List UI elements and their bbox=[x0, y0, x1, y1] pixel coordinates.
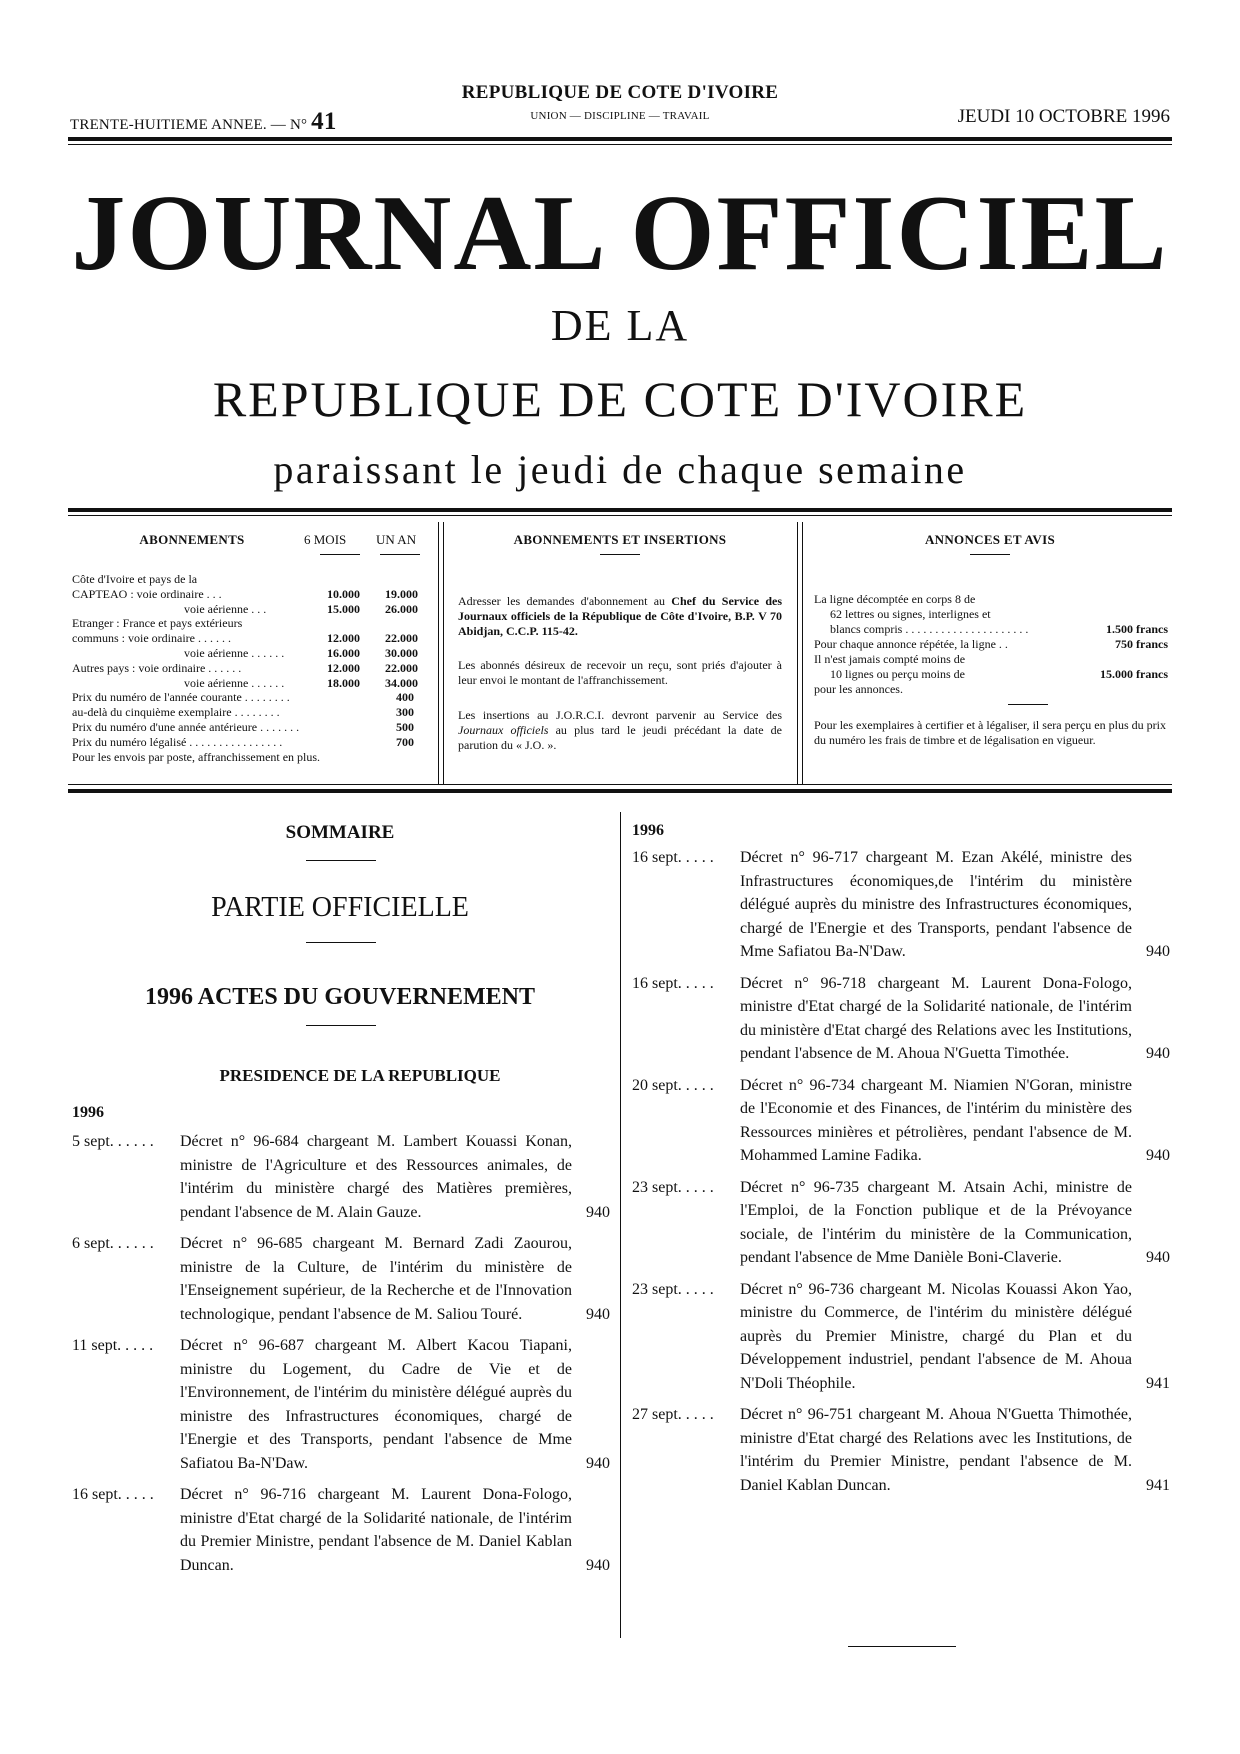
entry-text: Décret n° 96-717 chargeant M. Ezan Akélé, ministre des Infrastructures économiques,de l'intérim du ministère délégué auprès du ministre des Infrastructures économiques, chargé de l'Energie et des Transports, pendant l'absence de Mme Safiatou Ba-N'Daw. bbox=[740, 849, 1132, 960]
tarif-6mois: 12.000 bbox=[327, 631, 360, 646]
sommaire-entry bbox=[632, 1074, 1170, 1168]
tarif-row bbox=[72, 587, 432, 601]
insertions-recu: Les abonnés désireux de recevoir un reçu, sont priés d'ajouter à leur envoi le montant de l'affranchissement. bbox=[458, 658, 782, 687]
sommaire-entry bbox=[632, 1403, 1170, 1497]
issue-number: 41 bbox=[311, 108, 337, 135]
country-name: REPUBLIQUE DE COTE D'IVOIRE bbox=[461, 82, 779, 103]
abonnements-heading: ABONNEMENTS bbox=[139, 532, 245, 547]
issue-date: JEUDI 10 OCTOBRE 1996 bbox=[957, 106, 1170, 127]
journal-title: JOURNAL OFFICIEL bbox=[71, 174, 1169, 293]
annonces-line-4: Pour chaque annonce répétée, la ligne . . bbox=[814, 637, 1008, 651]
entry-date: 27 sept. . . . . bbox=[632, 1406, 714, 1423]
entry-text: Décret n° 96-736 chargeant M. Nicolas Kouassi Akon Yao, ministre du Commerce, de l'intérim du ministère délégué auprès du Premier Ministre, chargé du Plan et du Développement industriel, pendant l'absence de M. Ahoua N'Doli Théophile. bbox=[740, 1280, 1132, 1392]
entry-date: 16 sept. . . . . bbox=[632, 974, 714, 992]
entry-text: Décret n° 96-718 chargeant M. Laurent Dona-Fologo, ministre d'Etat chargé de la Solidarité nationale, de l'intérim du ministère d'Etat chargé des Relations avec les Institutions, pendant l'absence de M. Ahoua N'Guetta Timothée. bbox=[740, 974, 1132, 1062]
tarif-row bbox=[72, 690, 432, 704]
tarif-unan: 22.000 bbox=[385, 660, 418, 675]
tarif-label: Autres pays : voie ordinaire . . . . . . bbox=[72, 660, 242, 675]
entry-text: Décret n° 96-735 chargeant M. Atsain Achi, ministre de l'Emploi, de la Fonction publique et de la Prévoyance sociale, de l'intérim du ministère de la Communication, pendant l'absence de Mme Danièle Boni-Claverie. bbox=[740, 1178, 1132, 1266]
entry-page: 940 bbox=[1146, 1045, 1170, 1062]
entry-page: 940 bbox=[1146, 1249, 1170, 1266]
masthead-rule bbox=[68, 508, 1172, 512]
annonces-heading-rule bbox=[970, 554, 1010, 555]
header-rule-thin bbox=[68, 144, 1172, 145]
actes-gouvernement: 1996 ACTES DU GOUVERNEMENT bbox=[144, 984, 536, 1010]
entry-text: Décret n° 96-751 chargeant M. Ahoua N'Guetta Thimothée, ministre d'Etat chargé des Relations avec les Institutions, de l'intérim du Premier Ministre, pendant l'absence de M. Daniel Kablan Duncan. bbox=[740, 1406, 1132, 1494]
insertions-heading: ABONNEMENTS ET INSERTIONS bbox=[513, 532, 727, 547]
entry-text: Décret n° 96-716 chargeant M. Laurent Dona-Fologo, ministre d'Etat chargé de la Solidarité nationale, de l'intérim du Premier Ministre, pendant l'absence de M. Daniel Kablan Duncan. bbox=[180, 1486, 572, 1574]
tarif-row bbox=[72, 735, 432, 749]
sommaire-entry bbox=[632, 972, 1170, 1066]
tarif-label: voie aérienne . . . . . . bbox=[184, 646, 285, 660]
insertions-heading-rule bbox=[600, 554, 640, 555]
tarif-label: au-delà du cinquième exemplaire . . . . . . . . bbox=[72, 705, 280, 720]
tarif-label: Prix du numéro légalisé . . . . . . . . . . . . . . . . bbox=[72, 734, 283, 749]
abonnements-col-6mois: 6 MOIS bbox=[304, 532, 347, 547]
entry-page: 941 bbox=[1146, 1476, 1170, 1494]
tarif-row bbox=[72, 676, 432, 690]
insertions-address-pre: Adresser les demandes d'abonnement au bbox=[458, 594, 672, 608]
sommaire-entry bbox=[72, 1334, 610, 1475]
col-rule-2 bbox=[380, 554, 420, 555]
year-right: 1996 bbox=[632, 822, 664, 839]
boxes-rule bbox=[68, 789, 1172, 793]
entry-date: 16 sept. . . . . bbox=[632, 849, 714, 866]
insertions-address bbox=[458, 594, 782, 639]
journal-title-de-la: DE LA bbox=[550, 301, 690, 350]
tarif-label: voie aérienne . . . bbox=[184, 601, 267, 616]
sommaire-entry bbox=[632, 1278, 1170, 1396]
entry-page: 941 bbox=[1146, 1374, 1170, 1392]
tarif-label: Prix du numéro de l'année courante . . . . . . . . bbox=[72, 690, 290, 705]
box-divider-1b bbox=[443, 522, 444, 784]
annonces-line-1: La ligne décomptée en corps 8 de bbox=[814, 592, 976, 606]
box-divider-1 bbox=[438, 522, 439, 784]
entry-date: 20 sept. . . . . bbox=[632, 1076, 714, 1094]
insertions-box bbox=[452, 532, 788, 782]
annonces-line-3: blancs compris . . . . . . . . . . . . . . . . . . . . . bbox=[830, 622, 1029, 636]
tarif-unan: 34.000 bbox=[385, 675, 418, 690]
tarif-label: Prix du numéro d'une année antérieure . . . . . . . bbox=[72, 720, 300, 734]
annonces-separator bbox=[1008, 704, 1048, 705]
annonces-line-6: 10 lignes ou perçu moins de bbox=[830, 667, 965, 681]
tarif-label: Pour les envois par poste, affranchissement en plus. bbox=[72, 749, 321, 764]
entry-text: Décret n° 96-684 chargeant M. Lambert Kouassi Konan, ministre de l'Agriculture et des Ressources animales, de l'intérim du ministère chargé des Matières premières, pendant l'absence de M. Alain Gauze. bbox=[180, 1133, 572, 1221]
abonnements-col-unan: UN AN bbox=[376, 532, 417, 547]
tarif-unan: 22.000 bbox=[385, 631, 418, 646]
tarif-row bbox=[72, 750, 432, 764]
tarif-unan: 26.000 bbox=[385, 601, 418, 616]
col-rule-1 bbox=[320, 554, 360, 555]
tarif-row bbox=[72, 646, 432, 660]
annonces-box bbox=[812, 532, 1168, 782]
entry-date: 23 sept. . . . . bbox=[632, 1280, 714, 1298]
entry-date: 5 sept. . . . . . bbox=[72, 1133, 154, 1150]
annonces-legalisation: Pour les exemplaires à certifier et à légaliser, il sera perçu en plus du prix du numéro les frais de timbre et de légalisation en vigueur. bbox=[814, 718, 1166, 747]
tarif-table bbox=[72, 572, 432, 782]
tarif-row bbox=[72, 661, 432, 675]
tarif-label: Etranger : France et pays extérieurs bbox=[72, 616, 243, 631]
entry-page: 940 bbox=[1146, 1147, 1170, 1164]
sommaire-entry bbox=[72, 1483, 610, 1577]
tarif-label: voie aérienne . . . . . . bbox=[184, 675, 285, 690]
entry-text: Décret n° 96-734 chargeant M. Niamien N'Goran, ministre de l'Economie et des Finances, de l'intérim du ministère des Ressources minières et pétrolières, pendant l'absence de M. Mohammed Lamine Fadika. bbox=[740, 1076, 1132, 1164]
insertions-address-bold: Chef du Service des Journaux officiels de la République de Côte d'Ivoire, B.P. V 70 Abidjan, C.C.P. 115-42. bbox=[458, 594, 782, 638]
annonces-line-2: 62 lettres ou signes, interlignes et bbox=[830, 607, 991, 621]
entry-page: 940 bbox=[586, 1556, 610, 1574]
insertions-deadline-post: au plus tard le jeudi précédant la date de parution du « J.O. ». bbox=[458, 723, 782, 752]
column-divider bbox=[620, 812, 621, 1638]
masthead-rule-thin bbox=[68, 515, 1172, 516]
tarif-row bbox=[72, 631, 432, 645]
tarif-label: Côte d'Ivoire et pays de la bbox=[72, 572, 198, 586]
tarif-row bbox=[72, 705, 432, 719]
actes-rule bbox=[306, 1025, 376, 1026]
tarif-unan: 400 bbox=[396, 690, 414, 705]
annonces-price-2: 750 francs bbox=[1115, 637, 1168, 651]
national-motto: UNION — DISCIPLINE — TRAVAIL bbox=[530, 110, 710, 122]
sommaire-entry bbox=[72, 1232, 610, 1326]
insertions-deadline-pre: Les insertions au J.O.R.C.I. devront parvenir au Service des bbox=[458, 708, 782, 722]
tarif-6mois: 15.000 bbox=[327, 601, 360, 616]
presidence-heading: PRESIDENCE DE LA REPUBLIQUE bbox=[219, 1066, 501, 1085]
entry-date: 6 sept. . . . . . bbox=[72, 1235, 154, 1252]
annonces-price-3: 15.000 francs bbox=[1100, 667, 1168, 681]
tarif-6mois: 12.000 bbox=[327, 660, 360, 675]
entry-page: 940 bbox=[586, 1454, 610, 1472]
insertions-deadline bbox=[458, 708, 782, 753]
annonces-price-1: 1.500 francs bbox=[1106, 622, 1168, 636]
tarif-unan: 30.000 bbox=[385, 646, 418, 660]
tarif-row bbox=[72, 602, 432, 616]
tarif-row bbox=[72, 616, 432, 630]
tarif-unan: 300 bbox=[396, 705, 414, 720]
tarif-6mois: 18.000 bbox=[327, 675, 360, 690]
box-divider-2b bbox=[802, 522, 803, 784]
annonces-line-7: pour les annonces. bbox=[814, 682, 903, 696]
sommaire-entry bbox=[632, 1176, 1170, 1270]
tarif-row bbox=[72, 572, 432, 586]
boxes-rule-thin bbox=[68, 784, 1172, 785]
journal-title-republic: REPUBLIQUE DE COTE D'IVOIRE bbox=[212, 371, 1028, 427]
sommaire-rule bbox=[306, 860, 376, 861]
header-rule bbox=[68, 137, 1172, 141]
tarif-unan: 19.000 bbox=[385, 586, 418, 601]
entry-date: 16 sept. . . . . bbox=[72, 1486, 154, 1503]
tarif-row bbox=[72, 720, 432, 734]
journal-subtitle: paraissant le jeudi de chaque semaine bbox=[273, 447, 967, 492]
tarif-unan: 500 bbox=[396, 720, 414, 734]
tarif-6mois: 16.000 bbox=[327, 646, 360, 660]
partie-officielle: PARTIE OFFICIELLE bbox=[211, 892, 469, 923]
entry-text: Décret n° 96-685 chargeant M. Bernard Zadi Zaourou, ministre de la Culture, de l'intérim du ministère de l'Enseignement supérieur, de la Recherche et de l'Innovation technologique, pendant l'absence de M. Saliou Touré. bbox=[180, 1235, 572, 1323]
sommaire-entry bbox=[632, 846, 1170, 964]
tarif-unan: 700 bbox=[396, 734, 414, 749]
end-rule bbox=[848, 1646, 956, 1647]
entry-page: 940 bbox=[586, 1203, 610, 1221]
partie-rule bbox=[306, 942, 376, 943]
tarif-label: CAPTEAO : voie ordinaire . . . bbox=[72, 586, 222, 601]
entry-page: 940 bbox=[586, 1305, 610, 1323]
entry-page: 940 bbox=[1146, 943, 1170, 960]
annonces-line-5: Il n'est jamais compté moins de bbox=[814, 652, 966, 666]
insertions-deadline-italic: Journaux officiels bbox=[458, 723, 549, 737]
year-left: 1996 bbox=[72, 1104, 104, 1121]
abonnements-box bbox=[72, 532, 432, 782]
year-label: TRENTE-HUITIEME ANNEE. — N° bbox=[70, 117, 308, 133]
tarif-6mois: 10.000 bbox=[327, 586, 360, 601]
annonces-heading: ANNONCES ET AVIS bbox=[924, 532, 1056, 547]
entry-date: 23 sept. . . . . bbox=[632, 1178, 714, 1196]
sommaire-entry bbox=[72, 1130, 610, 1224]
box-divider-2 bbox=[797, 522, 798, 784]
tarif-label: communs : voie ordinaire . . . . . . bbox=[72, 631, 231, 646]
entry-date: 11 sept. . . . . bbox=[72, 1337, 154, 1354]
entry-text: Décret n° 96-687 chargeant M. Albert Kacou Tiapani, ministre du Logement, du Cadre de Vie et de l'Environnement, de l'intérim du ministère délégué auprès du ministre des Infrastructures économiques, chargé de l'Energie et des Transports, pendant l'absence de Mme Safiatou Ba-N'Daw. bbox=[180, 1337, 572, 1472]
sommaire-title: SOMMAIRE bbox=[285, 822, 395, 843]
